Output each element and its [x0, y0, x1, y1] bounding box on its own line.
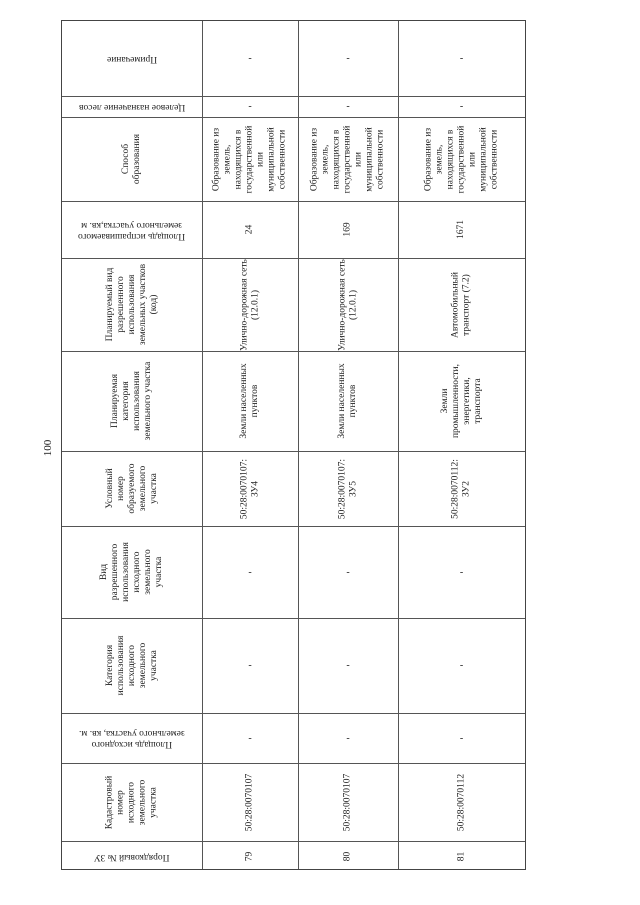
row-79-formation-method: Образование из земель, находящихся в государственной или муниципальной собственности [211, 125, 288, 193]
row-81-source-category: - [459, 660, 464, 671]
land-plots-table [61, 20, 526, 870]
row-81-source-use: - [459, 566, 464, 578]
row-81-formation-method: Образование из земель, находящихся в государственной или муниципальной собственности [423, 125, 499, 193]
header-note: Примечание [106, 54, 158, 64]
row-80-source-category: - [346, 660, 350, 671]
row-80-purpose: - [346, 101, 350, 112]
row-79-purpose: - [248, 101, 252, 112]
row-79-planned-category: Земли населенных пунктов [239, 363, 260, 439]
row-80-conditional-number: 50:28:0070107: ЗУ5 [337, 458, 358, 519]
row-81-planned-category: Земли промышленности, энергетики, транспорта [439, 363, 483, 439]
row-80-area-requested: 169 [342, 222, 353, 237]
row-80-formation-method: Образование из земель, находящихся в государственной или муниципальной собственности [309, 125, 386, 193]
header-conditional-number: Условный номер образуемого земельного участка [104, 463, 159, 514]
row-81-ordinal: 81 [456, 851, 466, 861]
row-81-note: - [459, 53, 464, 64]
row-81-source-area: - [459, 732, 464, 744]
header-formation-method: Способ образования [121, 133, 142, 185]
header-ordinal: Порядковый № ЗУ [94, 851, 170, 862]
row-80-ordinal: 80 [342, 851, 353, 861]
row-79-cadastral-number: 50:28:0070107 [244, 773, 255, 831]
row-81-purpose: - [459, 101, 464, 112]
row-79-source-category: - [248, 660, 252, 671]
header-area-requested: Площадь испрашиваемого земельного участка,кв. м [78, 219, 186, 241]
row-79-note: - [248, 53, 252, 64]
row-80-source-area: - [346, 732, 350, 744]
row-79-ordinal: 79 [244, 851, 255, 861]
row-80-source-use: - [346, 566, 350, 578]
row-79-area-requested: 24 [244, 224, 255, 235]
row-80-cadastral-number: 50:28:0070107 [342, 773, 353, 831]
row-79-planned-use: Улично-дорожная сеть (12.0.1) [239, 258, 260, 351]
header-source-category: Категория использования исходного земельного участка [104, 635, 159, 696]
row-79-source-use: - [248, 566, 252, 578]
header-planned-category: Планируемая категория использования земельного участка [110, 361, 153, 441]
row-80-planned-use: Улично-дорожная сеть (12.0.1) [337, 258, 358, 351]
row-81-conditional-number: 50:28:0070112: ЗУ2 [450, 458, 472, 519]
header-source-use: Вид разрешенного использования исходного земельного участка [99, 542, 164, 602]
header-planned-use: Планируемый вид разрешенного использования земельных участков (код) [104, 263, 159, 346]
row-80-note: - [346, 53, 350, 64]
header-cadastral-number: Кадастровый номер исходного земельного участка [104, 775, 159, 829]
header-source-area: Площадь исходного земельного участка, кв. м. [79, 728, 185, 749]
row-80-planned-category: Земли населенных пунктов [337, 363, 358, 439]
row-79-conditional-number: 50:28:0070107: ЗУ4 [239, 458, 260, 519]
page-number: 100 [42, 439, 54, 457]
header-purpose: Целевое назначение лесов [78, 102, 186, 112]
row-81-cadastral-number: 50:28:0070112 [456, 773, 466, 831]
row-79-source-area: - [248, 732, 252, 744]
row-81-area-requested: 1671 [456, 220, 466, 239]
row-81-planned-use: Автомобильный транспорт (7.2) [450, 271, 472, 338]
